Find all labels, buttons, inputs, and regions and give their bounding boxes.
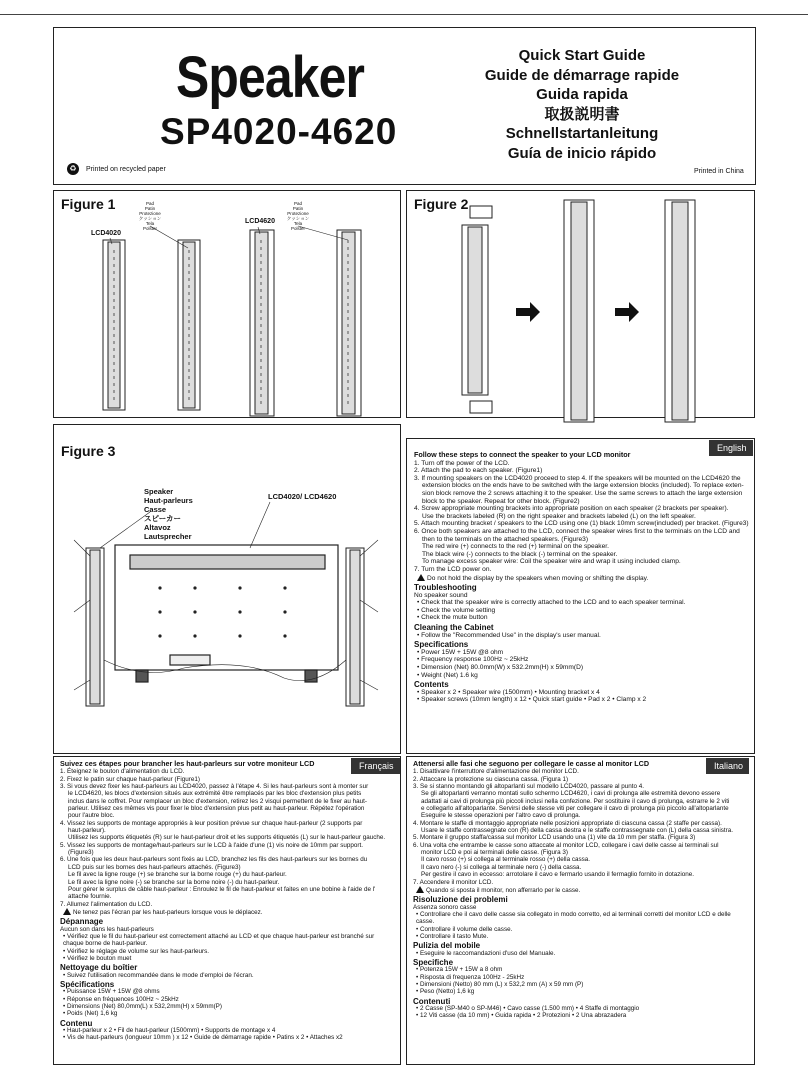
- step: 5. Montare il gruppo staffa/cassa sul monitor LCD usando una (1) vite da 10 mm per staffa. (Figura 3): [413, 834, 696, 842]
- spec-line: • Dimension (Net) 80.0mm(W) x 532.2mm(H) x 59mm(D): [417, 664, 584, 672]
- arrow-right-icon: [615, 302, 639, 322]
- ts-line: • Vérifiez le bouton muet: [63, 954, 132, 962]
- fig2-speaker-a: [462, 206, 492, 413]
- warning-icon: [63, 908, 71, 915]
- guide-title: Guide de démarrage rapide: [484, 66, 680, 84]
- cleaning-line: • Suivez l'utilisation recommandée dans le mode d'emploi de l'écran.: [63, 971, 254, 979]
- fig2-speaker-b: [564, 200, 594, 422]
- speaker-label: Altavoz: [144, 523, 171, 532]
- step: 5. Vissez les supports de montage/haut-parleurs sur le LCD à l'aide d'une (1) vis noire de 10mm par support. (Figure3): [60, 841, 363, 857]
- cleaning-line: • Eseguire le raccomandazioni d'uso del Manuale.: [416, 949, 556, 957]
- contents-line: • Vis de haut-parleurs (longueur 10mm ) x 12 • Guide de démarrage rapide • Patins x 2 • Attaches x2: [63, 1034, 343, 1042]
- speaker-label: Speaker: [144, 487, 174, 496]
- fig3-lcd-label: LCD4020/ LCD4620: [268, 492, 337, 501]
- step: 4. Montare le staffe di montaggio appropriate nelle posizioni appropriate di ciascuna cassa (2 staffe per cassa). Usare le staffe contrassegnate con (R) della cassa destra e le staffe contrassegnate con (L) della cassa sinistra.: [413, 819, 733, 835]
- spec-line: • Dimensions (Net) 80,0mm(L) x 532,2mm(H) x 59mm(P): [63, 1003, 222, 1010]
- cleaning-title: Cleaning the Cabinet: [414, 623, 494, 633]
- spec-line: • Poids (Net) 1,6 kg: [63, 1010, 118, 1018]
- ts-line: Aucun son dans les haut-parleurs: [60, 925, 154, 933]
- step: 2. Fixez le patin sur chaque haut-parleur (Figure1): [60, 775, 201, 783]
- pad-text: Patin: [144, 206, 156, 211]
- italiano-tag: Italiano: [706, 758, 749, 774]
- contents-title: Contenuti: [413, 996, 451, 1006]
- step: 1. Turn off the power of the LCD.: [414, 459, 510, 467]
- francais-heading: Suivez ces étapes pour brancher les haut-parleurs sur votre moniteur LCD: [60, 759, 315, 768]
- specs-title: Specifiche: [413, 957, 454, 967]
- pad-text: Tela: [293, 221, 303, 226]
- spec-line: • Peso (Netto) 1,6 kg: [416, 988, 475, 996]
- step: 1. Disattivare l'interruttore d'alimentazione del monitor LCD.: [413, 768, 579, 776]
- step: 3. If mounting speakers on the LCD4020 proceed to step 4. If the speakers will be mounted on the LCD4620 the extension blocks on the ends have to be switched with the large extension blocks (included). To replace exten- sion block remove the 2 screws attaching it to the speaker. Use the same screws to attach the large extension block to the speaker. Repeat for other block. (Figure2): [414, 474, 744, 505]
- guide-title: Schnellstartanleitung: [505, 125, 659, 142]
- printed-in: Printed in China: [694, 168, 744, 175]
- brand-title: Speaker: [176, 45, 365, 110]
- contents-line: • 12 Viti casse (da 10 mm) • Guida rapida • 2 Protezioni • 2 Una abrazadera: [416, 1012, 627, 1020]
- warning-icon: [417, 574, 425, 581]
- warning-text: Ne tenez pas l'écran par les haut-parleurs lorsque vous le déplacez.: [73, 908, 263, 916]
- contents-line: • 2 Casse (SP-M40 o SP-M46) • Cavo casse (1.500 mm) • 4 Staffe di montaggio: [416, 1005, 640, 1012]
- ts-line: • Controllare che il cavo delle casse sia collegato in modo corretto, ed ai terminali corretti del monitor LCD e delle casse.: [416, 910, 731, 926]
- lcd4620-label: LCD4620: [245, 218, 275, 225]
- step: 7. Turn the LCD power on.: [414, 565, 492, 573]
- fig1-speaker-a: [103, 240, 125, 410]
- ts-line: No speaker sound: [414, 591, 468, 599]
- italiano-section: [413, 760, 750, 1020]
- spec-line: • Risposta di frequenza 100Hz - 25kHz: [416, 973, 525, 981]
- fig3-lcd: [115, 545, 338, 682]
- lcd4020-label: LCD4020: [91, 230, 121, 237]
- step: 7. Allumez l'alimentation du LCD.: [60, 900, 153, 908]
- pad-text: Protezione: [287, 211, 309, 216]
- specs-title: Specifications: [414, 640, 469, 650]
- pad-text: Patin: [292, 206, 304, 211]
- troubleshooting-title: Troubleshooting: [414, 583, 477, 593]
- contents-title: Contenu: [60, 1018, 93, 1028]
- contents-line: • Haut-parleur x 2 • Fil de haut-parleur (1500mm) • Supports de montage x 4: [63, 1027, 276, 1035]
- spec-line: • Réponse en fréquences 100Hz ~ 25kHz: [63, 995, 179, 1003]
- step: 4. Vissez les supports de montage appropriés à leur position prévue sur chaque haut-parleur (2 supports par haut-parleur). Utilisez les supports étiquetés (R) sur le haut-parleur droit et les supports étiquetés (L) sur le haut-parleur gauche.: [60, 819, 386, 842]
- spec-line: • Weight (Net) 1.6 kg: [417, 671, 478, 679]
- figure2-title: Figure 2: [414, 196, 469, 212]
- step: 7. Accendere il monitor LCD.: [413, 878, 494, 886]
- italiano-heading: Attenersi alle fasi che seguono per collegare le casse al monitor LCD: [413, 759, 650, 768]
- contents-line: • Speaker screws (10mm length) x 12 • Quick start guide • Pad x 2 • Clamp x 2: [417, 696, 647, 704]
- printed-recycled: Printed on recycled paper: [86, 166, 166, 173]
- troubleshooting-title: Dépannage: [60, 917, 104, 927]
- pad-text: クッション: [138, 216, 162, 221]
- english-section: [414, 451, 754, 704]
- step: 6. Once both speakers are attached to the LCD, connect the speaker wires first to the terminals on the LCD and then to the terminals on the attached speakers. (Figure3) The red wire (+) connects to the red (+) terminal on the speaker. The black wire (-) connects to the black (-) terminal on the speaker. To manage excess speaker wire: Coil the speaker wire and wrap it using included clamp.: [414, 527, 740, 566]
- step: 2. Attach the pad to each speaker. (Figure1): [414, 467, 543, 475]
- spec-line: • Power 15W + 15W @8 ohm: [417, 648, 504, 656]
- step: 2. Attaccare la protezione su ciascuna cassa. (Figura 1): [413, 775, 569, 783]
- contents-line: • Speaker x 2 • Speaker wire (1500mm) • Mounting bracket x 4: [417, 688, 600, 696]
- step: 1. Éteignez le bouton d'alimentation du LCD.: [60, 768, 185, 776]
- fig1-speaker-c: [250, 230, 274, 416]
- step: 4. Screw appropriate mounting brackets into appropriate position on each speaker (2 brackets per speaker). Use the brackets labeled (R) on the right speaker and brackets labeled (L) on the left speaker.: [414, 505, 729, 520]
- fig3-speaker-right: [346, 548, 364, 706]
- cleaning-title: Pulizia del mobile: [413, 941, 481, 951]
- ts-line: • Controllare il tasto Mute.: [416, 932, 489, 940]
- step: 5. Attach mounting bracket / speakers to the LCD using one (1) black 10mm screw(included) per bracket. (Figure3): [414, 520, 749, 528]
- speaker-label: Lautsprecher: [144, 532, 192, 541]
- fig2-speaker-c: [665, 200, 695, 422]
- model-number: SP4020-4620: [160, 111, 398, 152]
- pad-text: Pad: [145, 201, 154, 206]
- spec-line: • Puissance 15W + 15W @8 ohms: [63, 988, 160, 996]
- pad-text: Polster: [142, 226, 157, 231]
- pad-text: Protezione: [139, 211, 161, 216]
- step: 3. Si vous devez fixer les haut-parleurs au LCD4020, passez à l'étape 4. Si les haut-parleurs sont à monter sur le LCD4620, les blocs d'extension situés aux extrémité être remplacés par les bloc d'extension plus petits inclus dans le coffret. Pour remplacer un bloc d'extension, retirez les 2 visqui permettent de le fixer au haut- parleur. Utilisez ces mêmes vis pour fixer le bloc d'extension plus petit au haut-parleur. Répétez l'opération pour l'autre bloc.: [60, 783, 369, 820]
- pad-text: Pad: [293, 201, 302, 206]
- cleaning-title: Nettoyage du boîtier: [60, 963, 138, 973]
- francais-section: [60, 760, 396, 1042]
- pad-text: クッション: [286, 216, 310, 221]
- step: 6. Une fois que les deux haut-parleurs sont fixés au LCD, branchez les fils des haut-parleurs sur les bornes du LCD puis sur les bornes des haut-parleurs attachés. (Figure3) Le fil avec la ligne rouge (+) se branche sur la borne rouge (+) du haut-parleur. Le fil avec la ligne noire (-) se branche sur la borne noire (-) du haut-parleur. Pour gérer le surplus de câble haut-parleur : Enroulez le fil de haut-parleur et faites en une bobine à l'aide de l' attache fournie.: [60, 856, 376, 901]
- guide-title: 取扱説明書: [544, 105, 620, 123]
- warning-icon: [416, 886, 424, 893]
- guide-title: Quick Start Guide: [518, 47, 646, 64]
- fig3-speaker-left: [86, 548, 104, 706]
- pad-text: Polster: [290, 226, 305, 231]
- specs-title: Spécifications: [60, 979, 115, 989]
- ts-line: Assenza sonoro casse: [413, 903, 477, 911]
- pad-text: Tela: [145, 221, 155, 226]
- guide-title: Guía de inicio rápido: [507, 144, 657, 162]
- cleaning-line: • Follow the "Recommended Use" in the display's user manual.: [417, 631, 601, 639]
- ts-line: • Check that the speaker wire is correctly attached to the LCD and to each speaker terminal.: [417, 599, 686, 607]
- figure1-title: Figure 1: [61, 196, 116, 212]
- figure3-title: Figure 3: [61, 443, 116, 459]
- ts-line: • Vérifiez que le fil du haut-parleur est correctement attaché au LCD et que chaque haut-parleur est branché sur chaque borne de haut-parleur.: [63, 932, 375, 948]
- english-heading: Follow these steps to connect the speaker to your LCD monitor: [414, 450, 631, 459]
- francais-tag: Français: [351, 758, 400, 774]
- ts-line: • Vérifiez le réglage de volume sur les haut-parleurs.: [63, 947, 210, 955]
- spec-line: • Frequency response 100Hz ~ 25kHz: [417, 656, 529, 664]
- contents-title: Contents: [414, 680, 449, 690]
- speaker-label: スピーカー: [144, 514, 182, 523]
- guide-title: Guida rapida: [536, 86, 628, 103]
- fig1-speaker-b: [178, 240, 200, 410]
- warning-text: Quando si sposta il monitor, non afferrarlo per le casse.: [426, 886, 581, 894]
- step: 6. Una volta che entrambe le casse sono attaccate al monitor LCD, collegare i cavi delle casse ai terminali sul monitor LCD e poi ai terminali delle casse. (Figura 3) Il cavo rosso (+) si collega al terminale rosso (+) della cassa. Il cavo nero (-) si collega al terminale nero (-) della cassa. Per gestire il cavo in eccesso: arrotolare il cavo e fermarlo usando il fermaglio fornito in dotazione.: [413, 841, 719, 879]
- spec-line: • Dimensioni (Netto) 80 mm (L) x 532,2 mm (A) x 59 mm (P): [416, 980, 584, 988]
- speaker-label: Haut-parleurs: [144, 496, 193, 505]
- ts-line: • Controllare il volume delle casse.: [416, 925, 513, 933]
- step: 3. Se si stanno montando gli altoparlanti sul modello LCD4020, passare al punto 4. Se gli altoparlanti verranno montati sullo schermo LCD4620, i cavi di prolunga alle estremità devono essere adattati ai cavi di prolunga più piccoli inclusi nella confezione. Per sostituire il cavo di prolunga, estrarre le 2 viti e collegarlo all'altoparlante. Servirsi delle stesse viti per collegare il cavo di prolunga più piccolo all'altoparlante Eseguire le stesse operazioni per l'altro cavo di prolunga.: [413, 783, 730, 820]
- speaker-label: Casse: [144, 505, 167, 514]
- arrow-right-icon: [516, 302, 540, 322]
- warning-text: Do not hold the display by the speakers when moving or shifting the display.: [427, 574, 649, 582]
- spec-line: • Potenza 15W + 15W a 8 ohm: [416, 966, 503, 974]
- english-tag: English: [709, 440, 753, 456]
- recycle-icon: ♻: [67, 163, 79, 175]
- troubleshooting-title: Risoluzione dei problemi: [413, 895, 508, 905]
- fig1-speaker-d: [337, 230, 361, 416]
- ts-line: • Check the mute button: [417, 614, 488, 622]
- ts-line: • Check the volume setting: [417, 606, 496, 614]
